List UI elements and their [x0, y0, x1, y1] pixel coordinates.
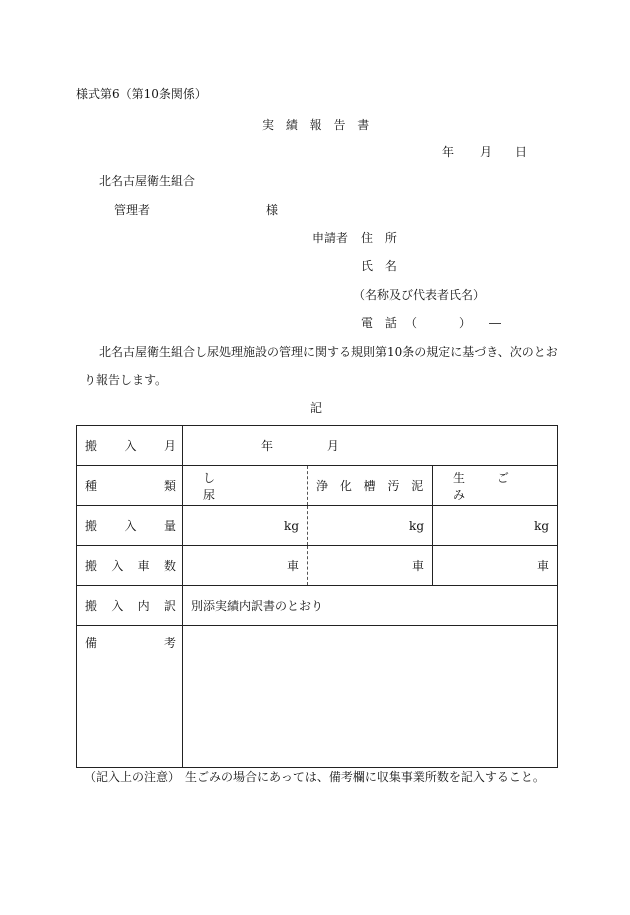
amount-human-waste[interactable]: kg — [183, 506, 308, 546]
phone-label: 電 話 — [361, 316, 401, 330]
honorific: 様 — [266, 203, 279, 217]
label-remarks — [77, 626, 183, 768]
type-septic-sludge: 浄 化 槽 汚 泥 — [308, 466, 433, 506]
body-text-line1: 北名古屋衛生組合し尿処理施設の管理に関する規則第10条の規定に基づき、次のとお — [99, 345, 558, 359]
footnote-label: （記入上の注意） — [84, 770, 181, 784]
row-type — [77, 466, 558, 506]
label-char: 備 — [85, 636, 98, 650]
row-amount — [77, 506, 558, 546]
label-char: 訳 — [163, 599, 176, 613]
label-char: 搬 — [85, 519, 98, 533]
row-remarks — [77, 626, 558, 768]
applicant-label: 申請者 — [312, 231, 349, 245]
address-label: 住 所 — [361, 231, 401, 245]
month-year-label: 年 — [261, 439, 274, 453]
content-value[interactable]: 別添実績内訳書のとおり — [183, 586, 558, 626]
label-char: 内 — [137, 599, 150, 613]
label-char: 種 — [85, 479, 98, 493]
label-char: 考 — [163, 636, 176, 650]
label-char: 搬 — [85, 559, 98, 573]
row-month — [77, 426, 558, 466]
date-year-label: 年 — [442, 145, 455, 159]
label-char: 入 — [111, 599, 124, 613]
vehicles-human-waste[interactable]: 車 — [183, 546, 308, 586]
vehicles-septic-sludge[interactable]: 車 — [308, 546, 433, 586]
label-char: 入 — [111, 559, 124, 573]
phone-format: （ ） ― — [405, 316, 508, 330]
label-content — [77, 586, 183, 626]
page-title: 実 績 報 告 書 — [262, 118, 374, 132]
body-text-line2: り報告します。 — [84, 373, 168, 387]
month-input-cell[interactable] — [183, 426, 558, 466]
label-month — [77, 426, 183, 466]
type-human-waste: し 尿 — [183, 466, 308, 506]
remarks-input[interactable] — [183, 626, 558, 768]
amount-septic-sludge[interactable]: kg — [308, 506, 433, 546]
label-char: 月 — [163, 439, 176, 453]
label-type — [77, 466, 183, 506]
form-number: 様式第6（第10条関係） — [76, 87, 207, 101]
label-char: 数 — [163, 559, 176, 573]
date-month-label: 月 — [480, 145, 493, 159]
row-content — [77, 586, 558, 626]
label-char: 入 — [124, 439, 137, 453]
amount-food-waste[interactable]: kg — [433, 506, 558, 546]
footnote-text: 生ごみの場合にあっては、備考欄に収集事業所数を記入すること。 — [185, 770, 545, 784]
name-label: 氏 名 — [361, 259, 401, 273]
label-char: 搬 — [85, 599, 98, 613]
month-month-label: 月 — [326, 439, 339, 453]
type-food-waste: 生 ご み — [433, 466, 558, 506]
report-table — [76, 425, 558, 768]
label-char: 搬 — [85, 439, 98, 453]
label-vehicles — [77, 546, 183, 586]
label-amount — [77, 506, 183, 546]
name-note: （名称及び代表者氏名） — [353, 288, 486, 302]
addressee-organization: 北名古屋衛生組合 — [99, 174, 196, 188]
label-char: 車 — [137, 559, 150, 573]
label-char: 入 — [124, 519, 137, 533]
ki-label: 記 — [310, 401, 323, 415]
manager-label: 管理者 — [114, 203, 151, 217]
vehicles-food-waste[interactable]: 車 — [433, 546, 558, 586]
label-char: 量 — [163, 519, 176, 533]
date-day-label: 日 — [515, 145, 528, 159]
label-char: 類 — [163, 479, 176, 493]
row-vehicles — [77, 546, 558, 586]
